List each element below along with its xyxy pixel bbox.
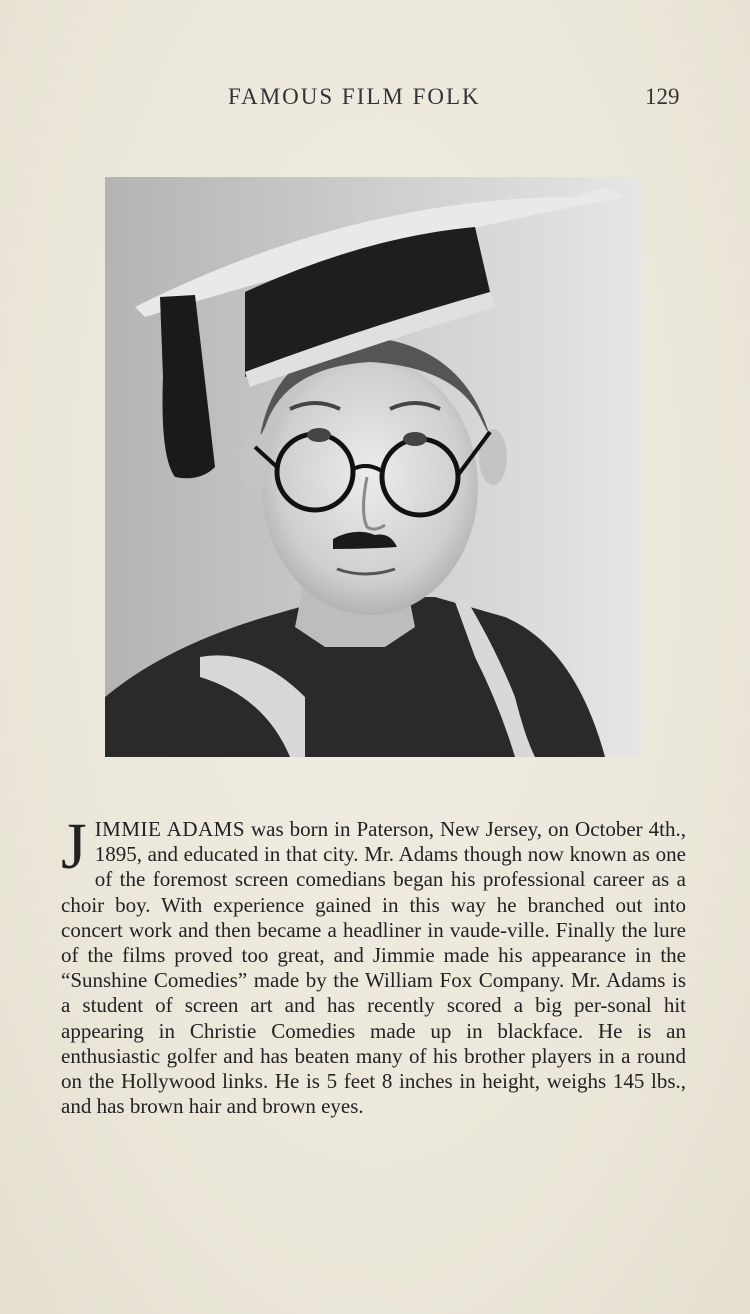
- bio-paragraph: [61, 810, 686, 1119]
- bio-name: IMMIE ADAMS: [94, 817, 246, 841]
- drop-cap: J: [61, 810, 87, 883]
- page-header: [0, 84, 750, 118]
- running-title: FAMOUS FILM FOLK: [228, 84, 481, 109]
- page-number: 129: [645, 84, 680, 109]
- bio-text: was born in Paterson, New Jersey, on October 4th., 1895, and educated in that city. Mr. Adams though now known as one of the foremost screen comedians began his professional career as a choir boy. With experience gained in this way he branched out into concert work and then became a headliner in vaude-ville. Finally the lure of the films proved too great, and Jimmie made his appearance in the “Sunshine Comedies” made by the William Fox Company. Mr. Adams is a student of screen art and has recently scored a big per-sonal hit appearing in Christie Comedies made up in blackface. He is an enthusiastic golfer and has beaten many of his brother players in a round on the Hollywood links. He is 5 feet 8 inches in height, weighs 145 lbs., and has brown hair and brown eyes.: [61, 817, 686, 1119]
- portrait-photo: [105, 177, 642, 757]
- portrait-photo-icon: [105, 177, 642, 757]
